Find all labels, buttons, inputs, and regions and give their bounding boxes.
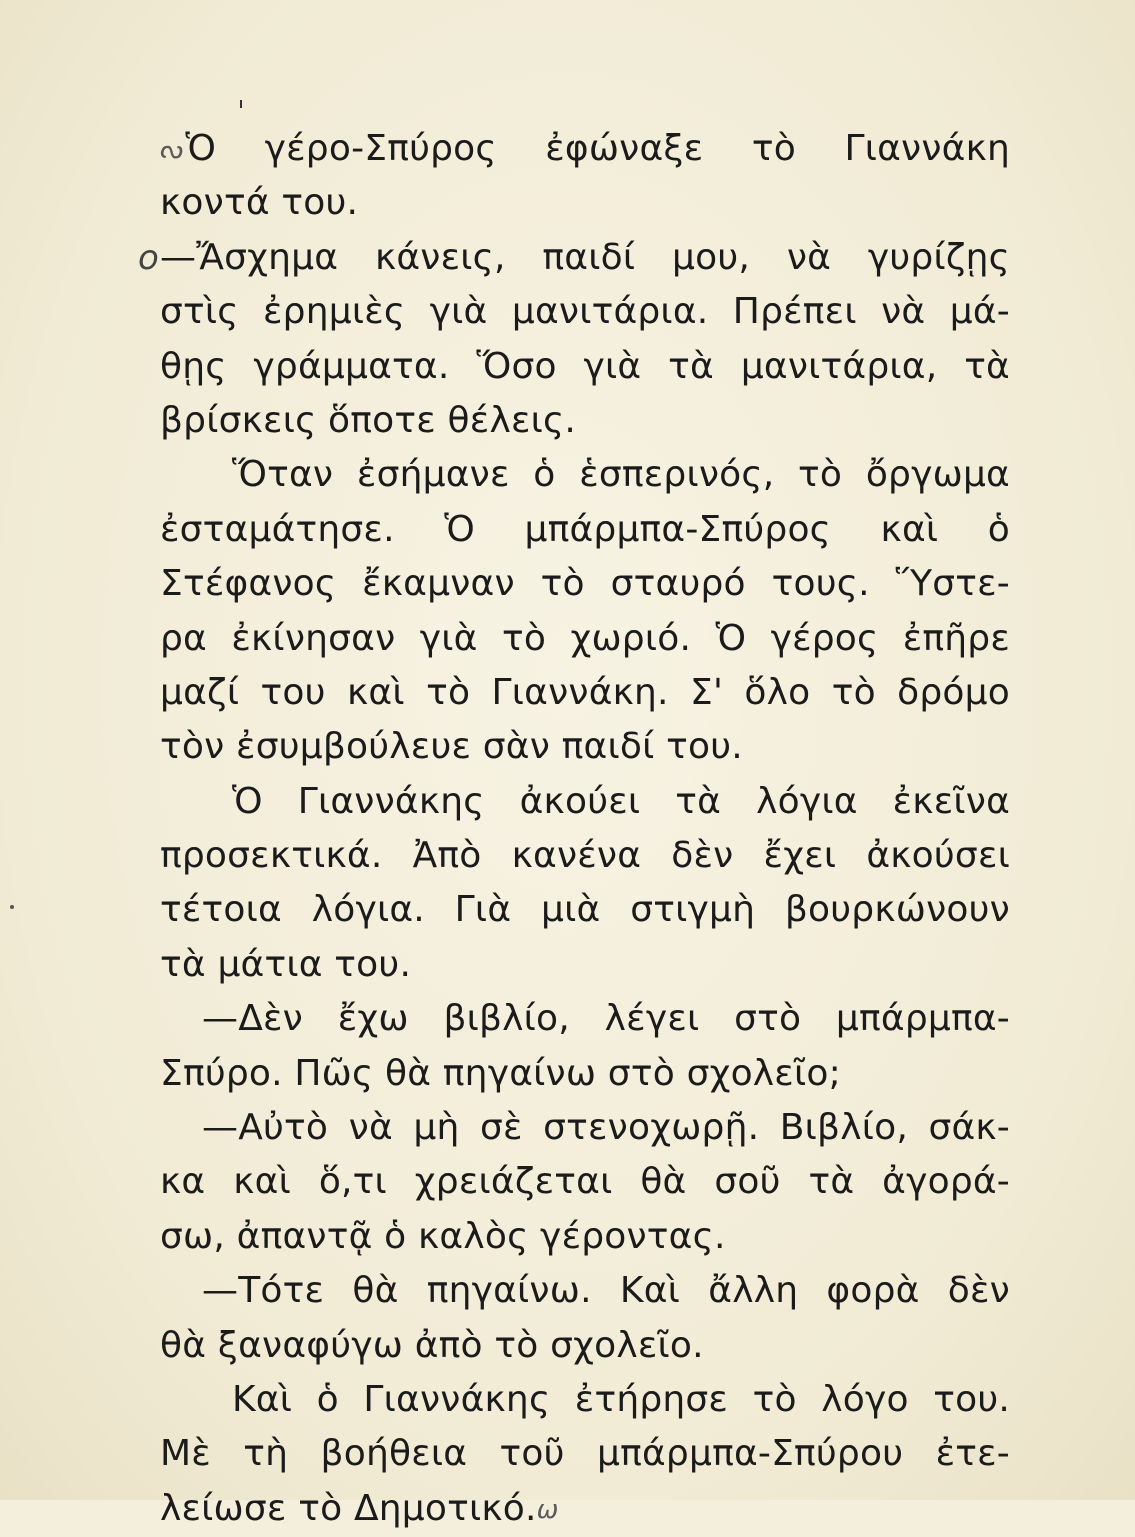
text-line: στὶς ἐρημιὲς γιὰ μανιτάρια. Πρέπει νὰ μά- (160, 291, 1010, 333)
text-line: Ὅταν ἐσήμανε ὁ ἑσπερινός, τὸ ὄργωμα (232, 454, 1010, 496)
handwritten-mark: ω (536, 1494, 559, 1525)
text-line: ἐσταμάτησε. Ὁ μπάρμπα-Σπύρος καὶ ὁ (160, 508, 1010, 550)
text-line: ρα ἐκίνησαν γιὰ τὸ χωριό. Ὁ γέρος ἐπῆρε (160, 617, 1010, 659)
text-line: —Τότε θὰ πηγαίνω. Καὶ ἄλλη φορὰ δὲν (202, 1270, 1010, 1312)
text-line: Στέφανος ἔκαμναν τὸ σταυρό τους. Ὕστε- (160, 563, 1010, 605)
text-line: κοντά του. (160, 182, 359, 224)
text-line: Ὁ Γιαννάκης ἀκούει τὰ λόγια ἐκεῖνα (232, 780, 1010, 822)
text-line: τέτοια λόγια. Γιὰ μιὰ στιγμὴ βουρκώνουν (160, 889, 1010, 931)
page-speck (240, 100, 242, 108)
text-line: ο —Ἄσχημα κάνεις, παιδί μου, νὰ γυρίζῃς (160, 231, 1010, 285)
handwritten-mark: ᔓ (160, 135, 184, 165)
text-line: προσεκτικά. Ἀπὸ κανένα δὲν ἔχει ἀκούσει (160, 835, 1010, 877)
text-line: κα καὶ ὅ,τι χρειάζεται θὰ σοῦ τὰ ἀγορά- (160, 1161, 1010, 1203)
text-line: ᔓὉ γέρο-Σπύρος ἐφώναξε τὸ Γιαννάκη (160, 128, 1010, 169)
handwritten-mark: ο (138, 237, 160, 278)
text-line: θὰ ξαναφύγω ἀπὸ τὸ σχολεῖο. (160, 1324, 704, 1366)
text-line: μαζί του καὶ τὸ Γιαννάκη. Σ' ὅλο τὸ δρόμο (160, 671, 1010, 713)
body-text (138, 122, 1010, 1536)
text-line: λείωσε τὸ Δημοτικό.ω (160, 1487, 559, 1529)
text-line: θῃς γράμματα. Ὅσο γιὰ τὰ μανιτάρια, τὰ (160, 345, 1010, 387)
text-line: βρίσκεις ὅποτε θέλεις. (160, 399, 576, 441)
text-line: σω, ἀπαντᾷ ὁ καλὸς γέροντας. (160, 1215, 726, 1257)
text-line: Μὲ τὴ βοήθεια τοῦ μπάρμπα-Σπύρου ἐτε- (160, 1433, 1010, 1475)
page-speck (10, 905, 14, 909)
text-line: Καὶ ὁ Γιαννάκης ἐτήρησε τὸ λόγο του. (232, 1378, 1010, 1420)
text-line: —Δὲν ἔχω βιβλίο, λέγει στὸ μπάρμπα- (202, 998, 1010, 1040)
text-line: τὰ μάτια του. (160, 943, 412, 985)
text-line: —Αὐτὸ νὰ μὴ σὲ στενοχωρῇ. Βιβλίο, σάκ- (202, 1107, 1010, 1149)
text-line: τὸν ἐσυμβούλευε σὰν παιδί του. (160, 726, 743, 768)
text-line: Σπύρο. Πῶς θὰ πηγαίνω στὸ σχολεῖο; (160, 1052, 841, 1094)
